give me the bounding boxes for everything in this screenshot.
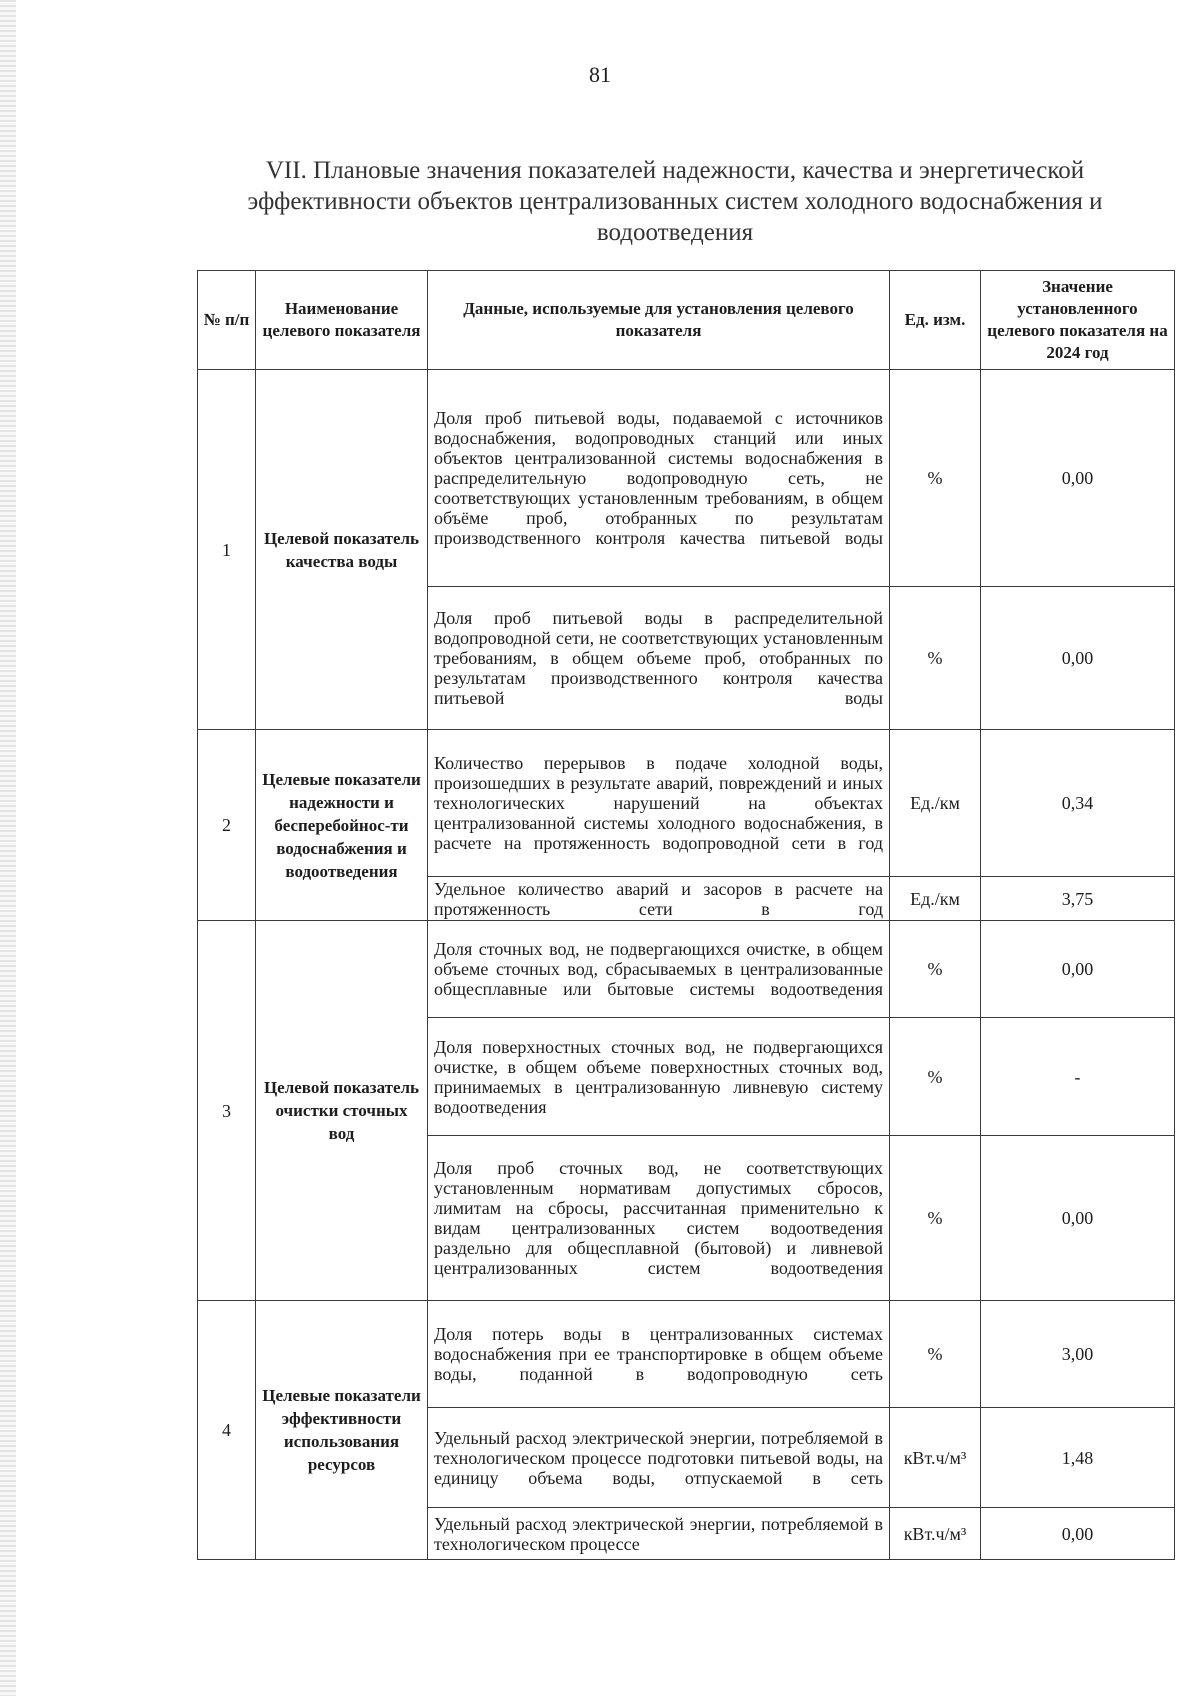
- table-row: [198, 921, 1175, 1018]
- indicator-name: Целевой показатель качества воды: [256, 370, 428, 730]
- indicator-data: Доля сточных вод, не подвергающихся очистке, в общем объеме сточных вод, сбрасываемых в централизованные общесплавные или бытовые системы водоотведения: [428, 921, 890, 1018]
- indicator-unit: %: [890, 370, 981, 587]
- indicator-name: Целевой показатель очистки сточных вод: [256, 921, 428, 1301]
- indicator-data: Доля проб питьевой воды в распределительной водопроводной сети, не соответствующих установленным требованиям, в общем объеме проб, отобранных по результатам производственного контроля качества питьевой воды: [428, 587, 890, 730]
- indicator-unit: %: [890, 1018, 981, 1136]
- indicator-data: Доля поверхностных сточных вод, не подвергающихся очистке, в общем объеме поверхностных сточных вод, принимаемых в централизованную ливневую систему водоотведения: [428, 1018, 890, 1136]
- row-number: 3: [198, 921, 256, 1301]
- header-unit: Ед. изм.: [890, 271, 981, 370]
- indicator-data: Удельное количество аварий и засоров в расчете на протяженность сети в год: [428, 877, 890, 921]
- table-row: [198, 730, 1175, 877]
- header-value: Значение установленного целевого показателя на 2024 год: [981, 271, 1175, 370]
- indicator-value: 3,00: [981, 1301, 1175, 1408]
- indicator-value: 0,00: [981, 921, 1175, 1018]
- indicator-unit: %: [890, 587, 981, 730]
- indicator-data: Удельный расход электрической энергии, потребляемой в технологическом процессе подготовки питьевой воды, на единицу объема воды, отпускаемой в сеть: [428, 1408, 890, 1508]
- indicator-unit: %: [890, 1301, 981, 1408]
- indicator-data: Доля проб сточных вод, не соответствующих установленным нормативам допустимых сбросов, лимитам на сбросы, рассчитанная применительно к видам централизованных систем водоотведения раздельно для общесплавной (бытовой) и ливневой централизованных систем водоотведения: [428, 1136, 890, 1301]
- header-data: Данные, используемые для установления целевого показателя: [428, 271, 890, 370]
- indicator-data: Удельный расход электрической энергии, потребляемой в технологическом процессе: [428, 1508, 890, 1560]
- indicator-data: Количество перерывов в подаче холодной воды, произошедших в результате аварий, повреждений и иных технологических нарушений на объектах централизованной системы холодного водоснабжения, в расчете на протяженность водопроводной сети в год: [428, 730, 890, 877]
- indicator-value: 0,00: [981, 370, 1175, 587]
- indicator-value: 3,75: [981, 877, 1175, 921]
- indicator-unit: кВт.ч/м³: [890, 1408, 981, 1508]
- indicator-unit: Ед./км: [890, 877, 981, 921]
- table-header-row: [198, 271, 1175, 370]
- indicators-table: [197, 270, 1175, 1560]
- page-number: 81: [589, 62, 611, 87]
- indicator-unit: %: [890, 1136, 981, 1301]
- section-title: VII. Плановые значения показателей надежности, качества и энергетической эффективности объектов централизованных систем холодного водоснабжения и водоотведения: [247, 157, 1103, 246]
- indicator-value: 0,00: [981, 1508, 1175, 1560]
- indicator-unit: Ед./км: [890, 730, 981, 877]
- indicator-value: 0,34: [981, 730, 1175, 877]
- indicator-unit: %: [890, 921, 981, 1018]
- table-row: [198, 370, 1175, 587]
- row-number: 1: [198, 370, 256, 730]
- indicator-name: Целевые показатели эффективности использования ресурсов: [256, 1301, 428, 1560]
- indicator-value: 0,00: [981, 1136, 1175, 1301]
- scan-edge: [0, 0, 16, 1696]
- indicator-unit: кВт.ч/м³: [890, 1508, 981, 1560]
- header-name: Наименование целевого показателя: [256, 271, 428, 370]
- indicator-data: Доля проб питьевой воды, подаваемой с источников водоснабжения, водопроводных станций или иных объектов централизованной системы водоснабжения в распределительную водопроводную сеть, не соответствующих установленным требованиям, в общем объёме проб, отобранных по результатам производственного контроля качества питьевой воды: [428, 370, 890, 587]
- indicator-data: Доля потерь воды в централизованных системах водоснабжения при ее транспортировке в общем объеме воды, поданной в водопроводную сеть: [428, 1301, 890, 1408]
- header-num: № п/п: [198, 271, 256, 370]
- indicator-name: Целевые показатели надежности и бесперебойнос-ти водоснабжения и водоотведения: [256, 730, 428, 921]
- row-number: 4: [198, 1301, 256, 1560]
- table-row: [198, 1301, 1175, 1408]
- indicator-value: 0,00: [981, 587, 1175, 730]
- row-number: 2: [198, 730, 256, 921]
- indicator-value: -: [981, 1018, 1175, 1136]
- indicator-value: 1,48: [981, 1408, 1175, 1508]
